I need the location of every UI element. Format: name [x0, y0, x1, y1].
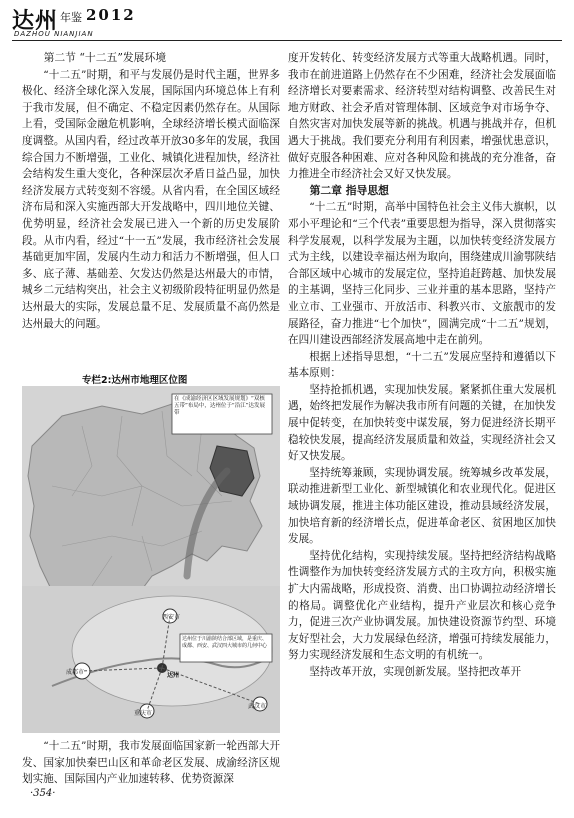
header-subtitle: 年鉴	[60, 11, 82, 24]
callout-top-text: 在《成渝经济区区域发展规划》“双核五带”布局中，达州位于“沿江”达发展带	[174, 396, 266, 416]
label-chongqing: 重庆市	[134, 710, 153, 717]
paragraph: “十二五”时期，我市发展面临国家新一轮西部大开发、国家加快秦巴山区和革命老区发展、成渝经济区规划实施、国际国内产业加速转移、优势资源深	[22, 740, 280, 786]
label-chengdu: 成都市	[66, 669, 85, 676]
chapter-title: 第二章 指导思想	[309, 183, 389, 197]
map-graphic	[22, 386, 280, 733]
paragraph: 度开发转化、转变经济发展方式等重大战略机遇。同时，我市在前进道路上仍然存在不少困难，经济社会发展面临经济增长对要素需求、经济转型对结构调整、改善民生对地方财政、社会矛盾对管理体制、区域竞争对市场争夺、自然灾害对加快发展等新的挑战。机遇与挑战并存，但机遇大于挑战。我们要充分利用有利因素，增强忧患意识，做好克服各种困难、应对各种风险和挑战的充分准备，奋力推进全市经济社会又好又快发展。	[288, 52, 556, 181]
label-xian: 西安市	[162, 614, 181, 621]
header-rule	[12, 40, 562, 41]
paragraph: 坚持优化结构，实现持续发展。坚持把经济结构战略性调整作为加快转变经济发展方式的主攻方向，积极实施扩大内需战略，形成投资、消费、出口协调拉动经济增长的格局。调整优化产业结构，提升产业层次和核心竞争力，促进三次产业协调发展。加快建设资源节约型、环境友好型社会，大力发展绿色经济，增强可持续发展能力，努力实现经济发展和生态文明的有机统一。	[288, 549, 556, 662]
section-title: 第二节 “十二五”发展环境	[43, 51, 167, 64]
callout-mid-text: 达州位于川渝陕结合部区域，是重庆、成都、西安、武汉四大城市的几何中心	[182, 636, 268, 649]
page-header	[12, 4, 562, 38]
location-map	[22, 386, 280, 733]
left-column	[22, 50, 280, 332]
label-wuhan: 武汉市	[248, 703, 267, 710]
header-title: 达州	[12, 9, 59, 34]
page-number: ·354·	[30, 788, 56, 799]
paragraph: 坚持改革开放，实现创新发展。坚持把改革开	[309, 665, 522, 678]
paragraph: 坚持抢抓机遇，实现加快发展。紧紧抓住重大发展机遇，始终把发展作为解决我市所有问题的关键，在加快发展中促转变，在加快转变中谋发展，努力促进经济长期平稳较快发展，提高经济发展质量和效益，实现经济社会又好又快发展。	[288, 383, 556, 463]
paragraph: “十二五”时期，和平与发展仍是时代主题，世界多极化、经济全球化深入发展，国际国内环境总体上有利于我市发展，但不确定、不稳定因素仍然存在。从国际上看，受国际金融危机影响，全球经济增长模式面临深度调整。从国内看，经过改革开放30多年的发展，我国综合国力不断增强，工业化、城镇化进程加快，经济社会结构发生重大变化，各种深层次矛盾日益凸显，加快经济发展方式转变刻不容缓。从省内看，在全国区域经济布局和深入实施西部大开发战略中，四川地位关键、优势明显，经济社会发展已进入一个新的历史发展阶段。从市内看，经过“十一五”发展，我市经济社会发展基础更加牢固，发展内生动力和活力不断增强，但人口多、底子薄、基础差、欠发达仍然是达州最大的市情，城乡二元结构突出，社会主义初级阶段特征明显仍然是达州最大的实际，发展总量不足、发展质量不高仍然是达州最大的问题。	[22, 68, 280, 330]
after-map-text	[22, 738, 280, 788]
right-column	[288, 50, 556, 681]
map-caption: 专栏2:达州市地理区位图	[82, 375, 188, 386]
paragraph: 根据上述指导思想，“十二五”发展应坚持和遵循以下基本原则：	[288, 350, 556, 380]
paragraph: 坚持统筹兼顾，实现协调发展。统筹城乡改革发展，联动推进新型工业化、新型城镇化和农业现代化。促进区域协调发展，推进主体功能区建设，推动县域经济发展，加快培育新的经济增长点，促进革命老区、贫困地区加快发展。	[288, 466, 556, 546]
header-english: DAZHOU NIANJIAN	[14, 30, 94, 38]
paragraph: “十二五”时期，高举中国特色社会主义伟大旗帜，以邓小平理论和“三个代表”重要思想为指导，深入贯彻落实科学发展观，以科学发展为主题，以加快转变经济发展方式为主线，以建设幸福达州为取向，围绕建成川渝鄂陕结合部区域中心城市的发展定位，坚持追赶跨越、加快发展的主基调，坚持三化同步、三业并重的基本思路，坚持产业立市、工业强市、开放活市、科教兴市、文旅靓市的发展路径，奋力推进“七个加快”，圆满完成“十二五”规划，在四川建设西部经济发展高地中走在前列。	[288, 201, 556, 347]
header-year: 2012	[86, 6, 136, 24]
label-dazhou: 达州	[167, 672, 180, 679]
